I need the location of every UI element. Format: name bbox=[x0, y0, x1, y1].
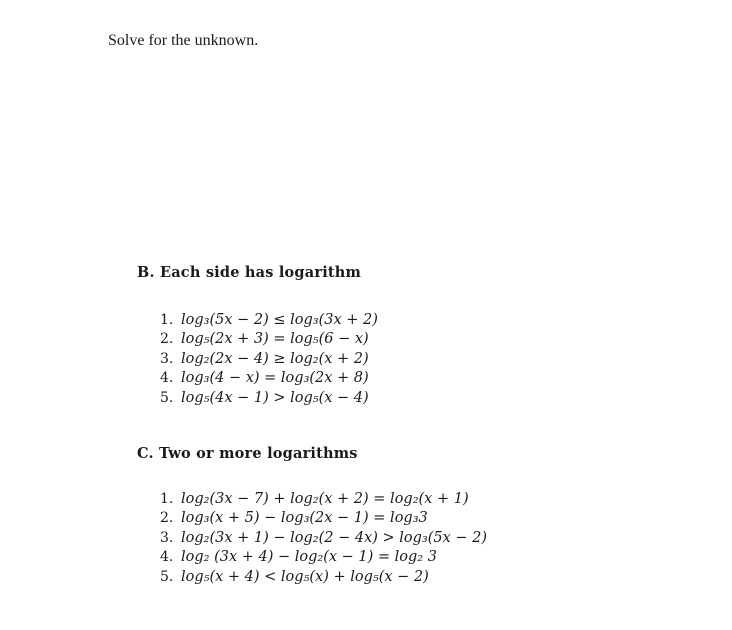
problem-item bbox=[160, 490, 487, 509]
problem-equation: log₂(2x − 4) ≥ log₂(x + 2) bbox=[181, 350, 369, 367]
problem-equation: log₂ (3x + 4) − log₂(x − 1) = log₂ 3 bbox=[181, 549, 437, 566]
problem-equation: log₃(5x − 2) ≤ log₃(3x + 2) bbox=[181, 312, 378, 328]
problem-number: 5. bbox=[160, 389, 174, 406]
problem-number: 3. bbox=[160, 529, 174, 546]
problem-equation: log₅(x + 4) < log₅(x) + log₅(x − 2) bbox=[181, 568, 429, 585]
section-b-problem-list bbox=[160, 311, 378, 408]
problem-item bbox=[160, 509, 487, 528]
problem-number: 1. bbox=[160, 491, 174, 507]
problem-equation: log₅(4x − 1) > log₅(x − 4) bbox=[181, 389, 369, 406]
problem-number: 4. bbox=[160, 549, 174, 566]
problem-number: 2. bbox=[160, 510, 174, 527]
section-b-title: B. Each side has logarithm bbox=[137, 264, 362, 281]
problem-number: 1. bbox=[160, 312, 174, 328]
problem-item bbox=[160, 568, 487, 587]
problem-item bbox=[160, 548, 487, 567]
problem-number: 3. bbox=[160, 350, 174, 367]
section-c-problem-list bbox=[160, 490, 487, 587]
problem-equation: log₂(3x + 1) − log₂(2 − 4x) > log₃(5x − 2) bbox=[181, 529, 488, 546]
section-c-title: C. Two or more logarithms bbox=[137, 445, 358, 462]
problem-item bbox=[160, 369, 378, 388]
problem-equation: log₃(4 − x) = log₃(2x + 8) bbox=[181, 370, 369, 387]
problem-equation: log₅(2x + 3) = log₅(6 − x) bbox=[181, 331, 369, 348]
problem-equation: log₃(x + 5) − log₃(2x − 1) = log₃3 bbox=[181, 510, 428, 527]
problem-number: 4. bbox=[160, 370, 174, 387]
problem-number: 5. bbox=[160, 568, 174, 585]
problem-item bbox=[160, 389, 378, 408]
problem-item bbox=[160, 529, 487, 548]
problem-number: 2. bbox=[160, 331, 174, 348]
problem-item bbox=[160, 330, 378, 349]
problem-item bbox=[160, 350, 378, 369]
problem-equation: log₂(3x − 7) + log₂(x + 2) = log₂(x + 1) bbox=[181, 491, 469, 507]
problem-item bbox=[160, 311, 378, 330]
instruction-text: Solve for the unknown. bbox=[108, 32, 259, 49]
